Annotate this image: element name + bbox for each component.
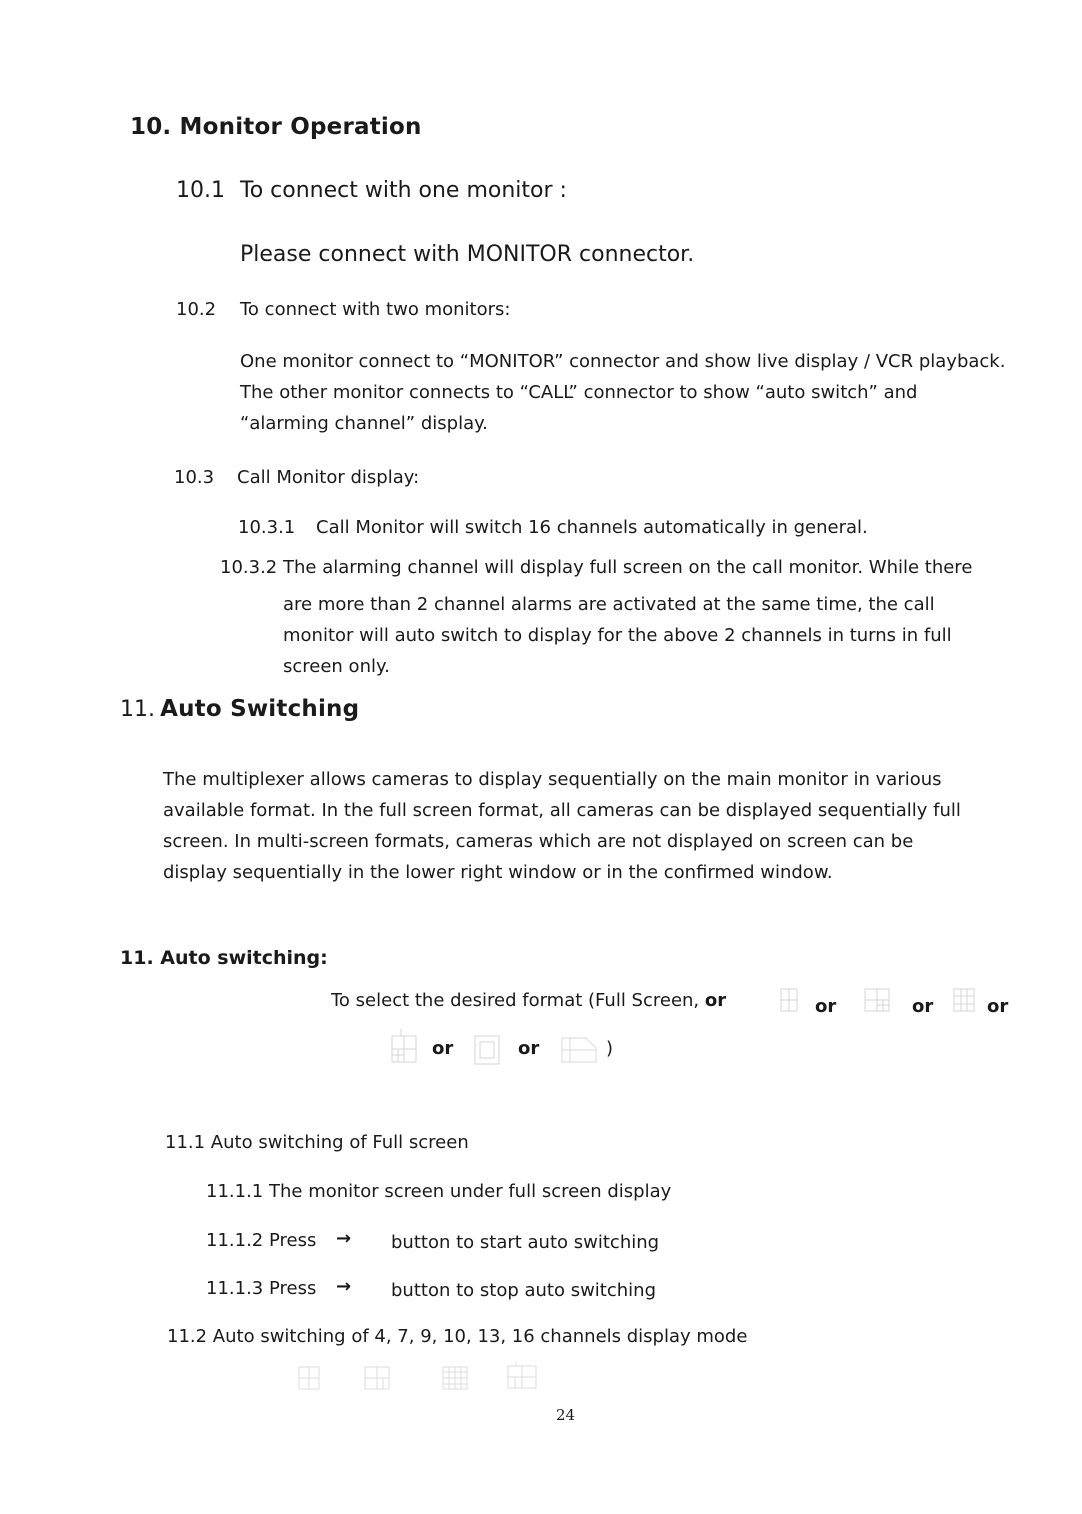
section-10-heading: 10. Monitor Operation [130, 114, 422, 140]
item-10-1-text: To connect with one monitor : [240, 178, 567, 203]
or-label: or [987, 996, 1009, 1017]
thirteen-layout-icon [474, 1032, 500, 1066]
item-11-1-1-text: The monitor screen under full screen display [269, 1181, 672, 1202]
auto-switch-arrow-icon: → [336, 1276, 352, 1297]
item-10-3-1-text: Call Monitor will switch 16 channels automatically in general. [316, 517, 868, 538]
mode-quad-icon [298, 1366, 320, 1390]
item-10-2-body [240, 346, 1005, 439]
auto-switching-heading: 11. Auto switching: [120, 947, 328, 969]
item-10-3-text: Call Monitor display: [237, 467, 420, 488]
paragraph-line: One monitor connect to “MONITOR” connector and show live display / VCR playback. [240, 351, 1006, 372]
or-label: or [912, 996, 934, 1017]
item-10-3 [174, 467, 419, 488]
paragraph-line: screen. In multi-screen formats, cameras which are not displayed on screen can be [163, 831, 914, 852]
item-10-3-2-number: 10.3.2 [220, 557, 278, 578]
press-label: Press [269, 1278, 317, 1299]
item-10-3-2-text: The alarming channel will display full screen on the call monitor. While there [283, 557, 973, 578]
item-10-3-1-number: 10.3.1 [238, 517, 296, 538]
pip-layout-icon [556, 1032, 600, 1066]
item-10-2-text: To connect with two monitors: [240, 299, 511, 320]
item-10-2 [176, 299, 510, 320]
item-11-1-1-number: 11.1.1 [206, 1181, 264, 1202]
section-11-number: 11. [120, 697, 155, 722]
mode-seven-icon [364, 1366, 390, 1390]
paragraph-line: monitor will auto switch to display for the above 2 channels in turns in full [283, 625, 952, 646]
press-label: Press [269, 1230, 317, 1251]
item-10-1-body: Please connect with MONITOR connector. [240, 242, 695, 267]
section-11-heading [120, 696, 359, 722]
nine-layout-icon [953, 988, 975, 1012]
item-10-3-1 [238, 517, 868, 538]
item-10-3-2-body [283, 589, 952, 682]
mode-ten-icon [506, 1360, 538, 1390]
item-11-1: 11.1 Auto switching of Full screen [165, 1132, 469, 1153]
item-10-1 [176, 178, 567, 203]
item-10-1-number: 10.1 [176, 178, 225, 203]
or-label: or [432, 1038, 454, 1059]
section-11-title: Auto Switching [160, 696, 360, 722]
item-11-2: 11.2 Auto switching of 4, 7, 9, 10, 13, 16 channels display mode [167, 1326, 748, 1347]
or-label: or [815, 996, 837, 1017]
auto-switch-arrow-icon: → [336, 1228, 352, 1249]
quad-layout-icon [780, 988, 798, 1012]
paragraph-line: The other monitor connects to “CALL” connector to show “auto switch” and [240, 382, 918, 403]
or-label: or [518, 1038, 540, 1059]
paragraph-line: The multiplexer allows cameras to display sequentially on the main monitor in various [163, 769, 942, 790]
item-11-1-3-text: button to stop auto switching [391, 1280, 657, 1301]
or-label: or [704, 990, 727, 1011]
item-11-1-2 [206, 1230, 316, 1251]
page-number: 24 [556, 1406, 576, 1424]
item-11-1-1 [206, 1181, 671, 1202]
paragraph-line: “alarming channel” display. [240, 413, 488, 434]
select-format-text: To select the desired format (Full Screen, [331, 990, 700, 1011]
item-10-3-number: 10.3 [174, 467, 215, 488]
item-11-1-3 [206, 1278, 316, 1299]
item-11-1-2-text: button to start auto switching [391, 1232, 660, 1253]
paragraph-line: are more than 2 channel alarms are activated at the same time, the call [283, 594, 935, 615]
paragraph-line: screen only. [283, 656, 390, 677]
paragraph-line: available format. In the full screen format, all cameras can be displayed sequentially full [163, 800, 961, 821]
section-11-body [163, 764, 961, 888]
item-10-2-number: 10.2 [176, 299, 217, 320]
paragraph-line: display sequentially in the lower right window or in the confirmed window. [163, 862, 833, 883]
item-11-1-2-number: 11.1.2 [206, 1230, 264, 1251]
select-format-line [331, 990, 726, 1011]
close-paren: ) [606, 1038, 614, 1059]
mode-sixteen-icon [442, 1366, 468, 1390]
item-10-3-2 [220, 557, 972, 578]
ten-layout-icon [391, 1028, 417, 1064]
seven-layout-icon [864, 988, 890, 1012]
item-11-1-3-number: 11.1.3 [206, 1278, 264, 1299]
